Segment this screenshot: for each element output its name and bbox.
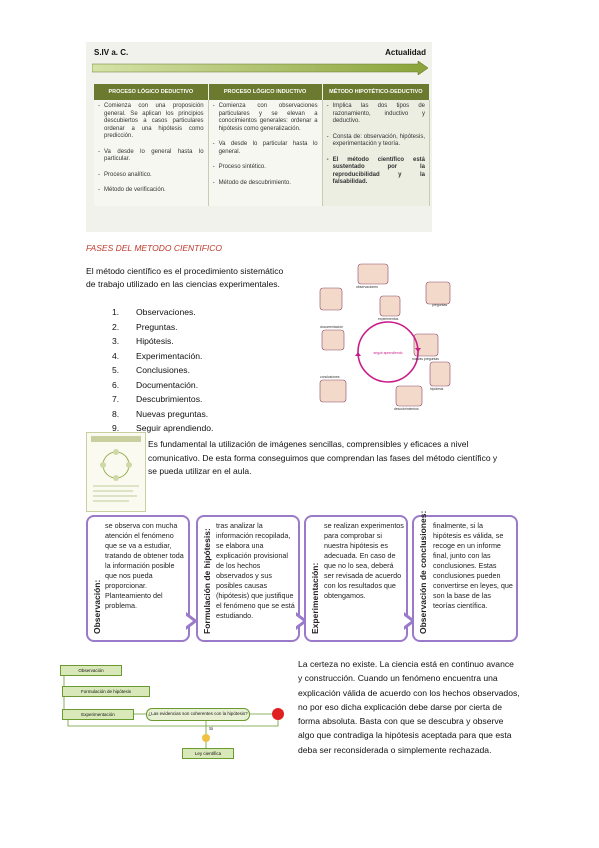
step-label: Observación de conclusiones: xyxy=(418,510,428,634)
step-text: finalmente, si la hipótesis es válida, se recoge en un informe final, junto con las conclusiones. Estas conclusiones pueden convertirse en leyes, que son la base de las teorías científica. xyxy=(433,521,513,610)
list-item: 6. Documentación. xyxy=(112,379,199,390)
step-text: tras analizar la información recopilada, se elabora una explicación provisional de los hechos observados y sus posibles causas (hipótesis) que justifique el fenómeno que se está estudiando. xyxy=(216,521,295,620)
list-item: - Proceso sintético. xyxy=(219,164,318,172)
certainty-paragraph: La certeza no existe. La ciencia está en continuo avance y construcción. Cuando un fenómeno encuentra una explicación válida de acuerdo con los hechos observados, no por eso dicha explicación debe darse por cierta de forma absoluta. Basta con que se descubra y observe algo que contradiga la hipótesis aceptada para que esta deba ser reconsiderada o simplemente rechazada. xyxy=(298,659,520,755)
section-title: FASES DEL METODO CIENTIFICO xyxy=(86,243,223,253)
list-item: - Comienza con observaciones particulares y se elevan a conocimientos generales: ordenar a hipótesis como generalización. xyxy=(219,103,318,133)
list-item: - Método de descubrimiento. xyxy=(219,180,318,188)
cycle-center-label: seguir aprendiendo xyxy=(373,351,403,355)
flowchart-box-ley: Ley científica xyxy=(182,748,234,759)
list-item: - Método de verificación. xyxy=(104,187,204,195)
flowchart-box-hipotesis: Formulación de hipótesis xyxy=(62,686,150,697)
column-deductive xyxy=(94,100,208,206)
cycle-label: observaciones xyxy=(356,285,378,289)
header-hypothetico-deductive: MÉTODO HIPOTÉTICO-DEDUCTIVO xyxy=(322,84,429,100)
cycle-label: descubrimientos xyxy=(394,407,419,411)
list-item: - Consta de: observación, hipótesis, experimentación y teoría. xyxy=(333,134,425,149)
list-item: - Comienza con una proposición general. Se aplican los principios descubiertos a casos particulares ordenar a una hipótesis como predicción. xyxy=(104,103,204,141)
scientific-method-cycle-illustration xyxy=(318,262,453,412)
cycle-label: documentación xyxy=(320,325,343,329)
column-inductive xyxy=(208,100,322,206)
flowchart xyxy=(60,662,285,762)
cycle-label: hipótesis xyxy=(430,387,444,391)
header-inductive: PROCESO LÓGICO INDUCTIVO xyxy=(208,84,322,100)
step-text: se observa con mucha atención el fenómeno que se va a estudiar, tratando de obtener toda la información posible que nos pueda proporcionar. Planteamiento del problema. xyxy=(105,521,184,610)
flowchart-yes-label: Si xyxy=(209,726,214,731)
list-item: 7. Descubrimientos. xyxy=(112,394,203,404)
list-item: - Proceso analítico. xyxy=(104,172,204,180)
timeline-end-label: Actualidad xyxy=(385,48,426,57)
list-item: 3. Hipótesis. xyxy=(112,336,174,346)
method-thumbnail-image xyxy=(86,432,146,512)
list-item: 4. Experimentación. xyxy=(112,350,203,361)
steps-list xyxy=(112,305,213,436)
list-item: - Implica las dos tipos de razonamiento, inductivo y deductivo. xyxy=(333,103,425,126)
list-item: 9. Seguir aprendiendo. xyxy=(112,423,214,433)
timeline-arrow xyxy=(92,61,428,75)
cycle-label: conclusiones xyxy=(320,375,340,379)
flowchart-question: ¿Las evidencias son coherentes con la hipótesis? xyxy=(146,708,250,721)
list-item: - El método científico está sustentado por la reproducibilidad y la falsabilidad. xyxy=(333,157,425,187)
list-item: - Va desde lo particular hasta lo general. xyxy=(219,141,318,156)
images-paragraph: Es fundamental la utilización de imágenes sencillas, comprensibles y eficaces a nivel comunicativo. De esta forma conseguimos que comprendan las fases del método científico y se pueda utilizar en el aula. xyxy=(148,439,498,476)
flowchart-box-experimentacion: Experimentación xyxy=(62,709,134,720)
column-hypothetico-deductive xyxy=(322,100,429,206)
step-observacion xyxy=(86,515,190,642)
intro-paragraph: El método científico es el procedimiento sistemático de trabajo utilizado en las ciencias experimentales. xyxy=(86,266,284,289)
step-label: Formulación de hipótesis: xyxy=(202,528,212,634)
list-item: 5. Conclusiones. xyxy=(112,365,190,375)
methods-table xyxy=(94,84,430,206)
flowchart-box-observacion: Observación xyxy=(60,665,122,676)
step-experimentacion xyxy=(304,515,408,642)
cycle-label: experimentos xyxy=(378,317,399,321)
step-hipotesis xyxy=(196,515,300,642)
step-conclusiones xyxy=(412,510,518,642)
step-label: Experimentación: xyxy=(310,562,320,634)
timeline-start-label: S.IV a. C. xyxy=(94,48,129,57)
list-item: 2. Preguntas. xyxy=(112,321,178,332)
list-item: - Va desde lo general hasta lo particular. xyxy=(104,149,204,164)
list-item: 1. Observaciones. xyxy=(112,307,196,317)
methods-comparison-figure xyxy=(86,42,432,232)
cycle-label: preguntas xyxy=(432,303,448,307)
step-label: Observación: xyxy=(92,579,102,634)
step-text: se realizan experimentos para comprobar si nuestra hipótesis es adecuada. En caso de que no lo sea, deberá ser revisada de acuerdo con los resultados que obtengamos. xyxy=(324,521,404,600)
cycle-label: nuevas preguntas xyxy=(412,357,439,361)
header-deductive: PROCESO LÓGICO DEDUCTIVO xyxy=(94,84,208,100)
list-item: 8. Nuevas preguntas. xyxy=(112,408,209,419)
